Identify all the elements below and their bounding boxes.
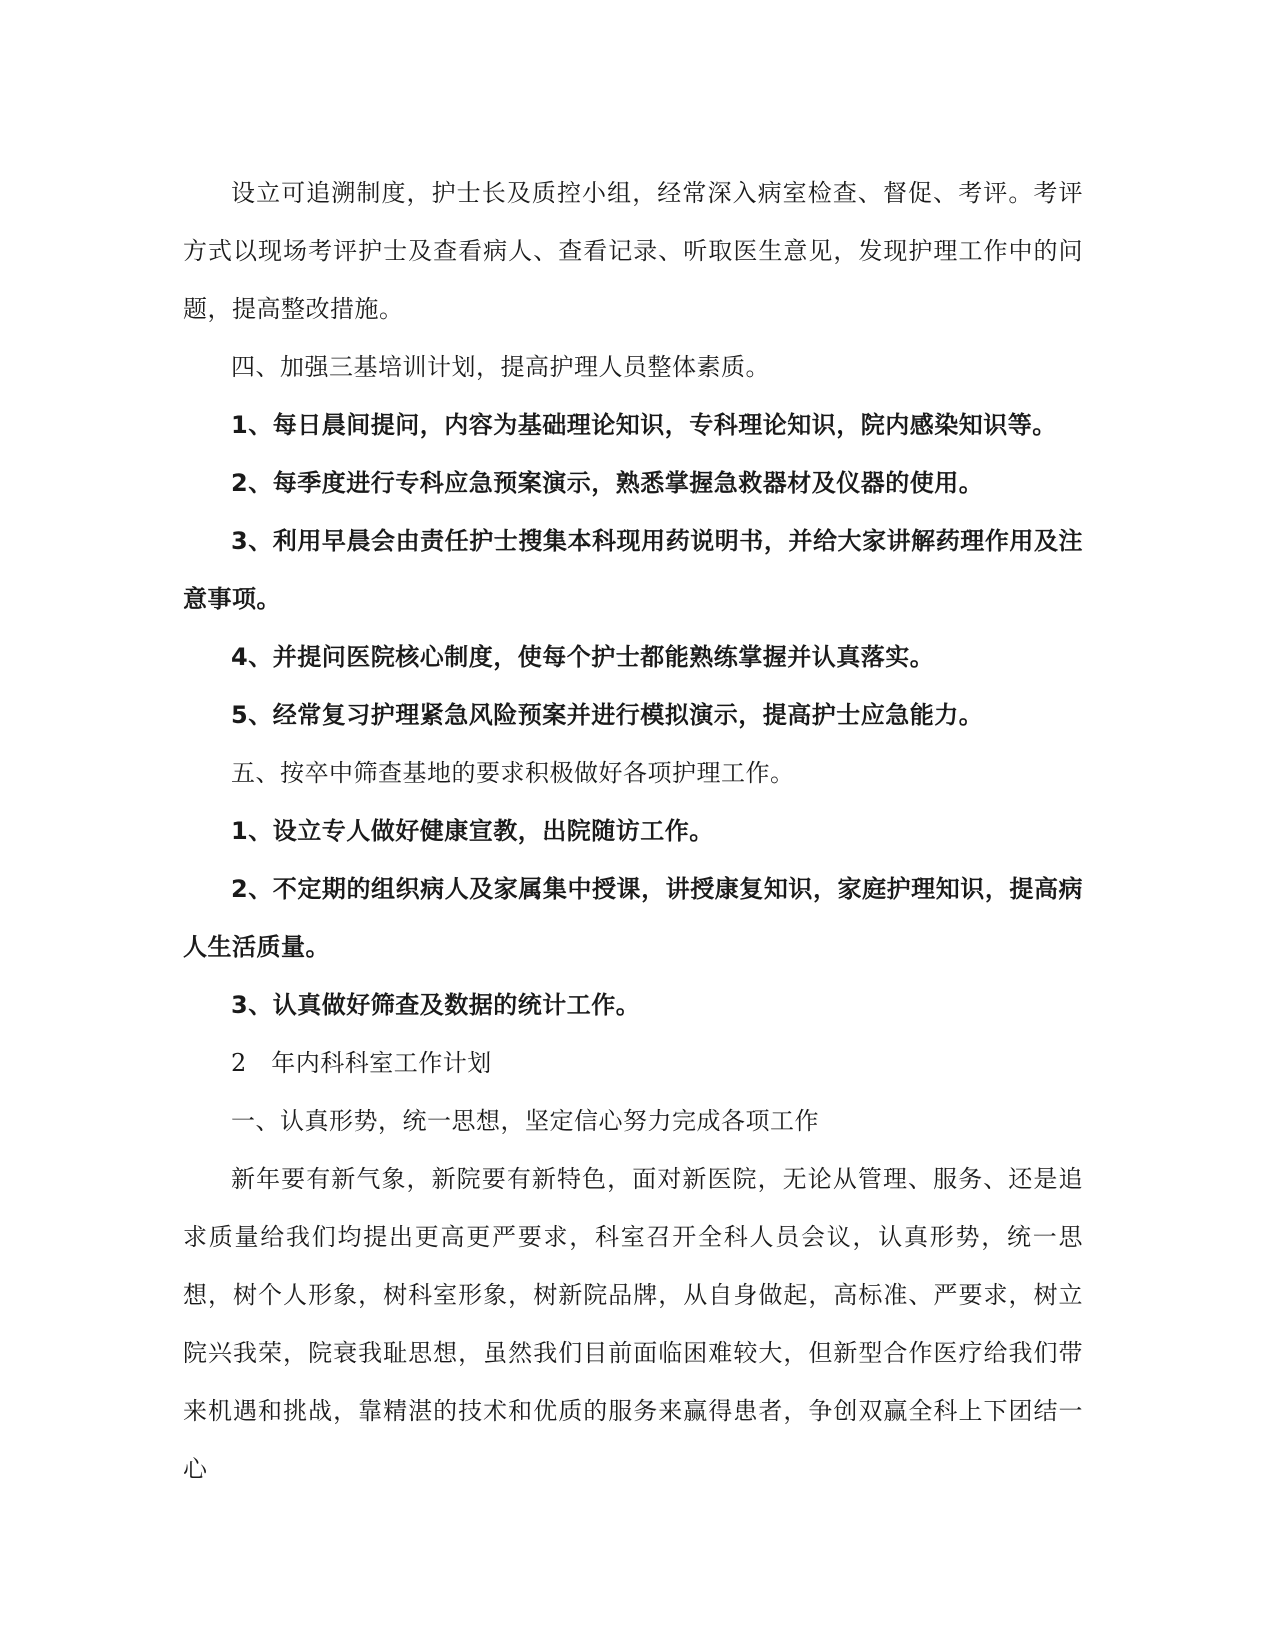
paragraph-new-hospital: 新年要有新气象，新院要有新特色，面对新医院，无论从管理、服务、还是追求质量给我们均提出更高更严要求，科室召开全科人员会议，认真形势，统一思想，树个人形象，树科室形象，树新院品牌，从自身做起，高标准、严要求，树立院兴我荣，院衰我耻思想，虽然我们目前面临困难较大，但新型合作医疗给我们带来机遇和挑战，靠精湛的技术和优质的服务来赢得患者，争创双赢全科上下团结一心 xyxy=(183,1165,1083,1483)
list-item-screening-stats: 3、认真做好筛查及数据的统计工作。 xyxy=(231,991,641,1019)
list-item-morning-questions: 1、每日晨间提问，内容为基础理论知识，专科理论知识，院内感染知识等。 xyxy=(231,411,1057,439)
list-item-family-lectures: 2、不定期的组织病人及家属集中授课，讲授康复知识，家庭护理知识，提高病人生活质量。 xyxy=(183,875,1083,961)
paragraph-traceability-system: 设立可追溯制度，护士长及质控小组，经常深入病室检查、督促、考评。考评方式以现场考评护士及查看病人、查看记录、听取医生意见，发现护理工作中的问题，提高整改措施。 xyxy=(183,179,1083,323)
heading-annual-plan: 2 年内科科室工作计划 xyxy=(231,1049,492,1077)
heading-section-five: 五、按卒中筛查基地的要求积极做好各项护理工作。 xyxy=(231,759,795,787)
list-item-drug-instructions: 3、利用早晨会由责任护士搜集本科现用药说明书，并给大家讲解药理作用及注意事项。 xyxy=(183,527,1083,613)
heading-section-four: 四、加强三基培训计划，提高护理人员整体素质。 xyxy=(231,353,770,381)
list-item-core-system: 4、并提问医院核心制度，使每个护士都能熟练掌握并认真落实。 xyxy=(231,643,935,671)
document-body xyxy=(183,164,1083,1498)
list-item-health-education: 1、设立专人做好健康宣教，出院随访工作。 xyxy=(231,817,714,845)
heading-section-one: 一、认真形势，统一思想，坚定信心努力完成各项工作 xyxy=(231,1107,819,1135)
list-item-quarterly-drill: 2、每季度进行专科应急预案演示，熟悉掌握急救器材及仪器的使用。 xyxy=(231,469,984,497)
list-item-emergency-plan: 5、经常复习护理紧急风险预案并进行模拟演示，提高护士应急能力。 xyxy=(231,701,984,729)
